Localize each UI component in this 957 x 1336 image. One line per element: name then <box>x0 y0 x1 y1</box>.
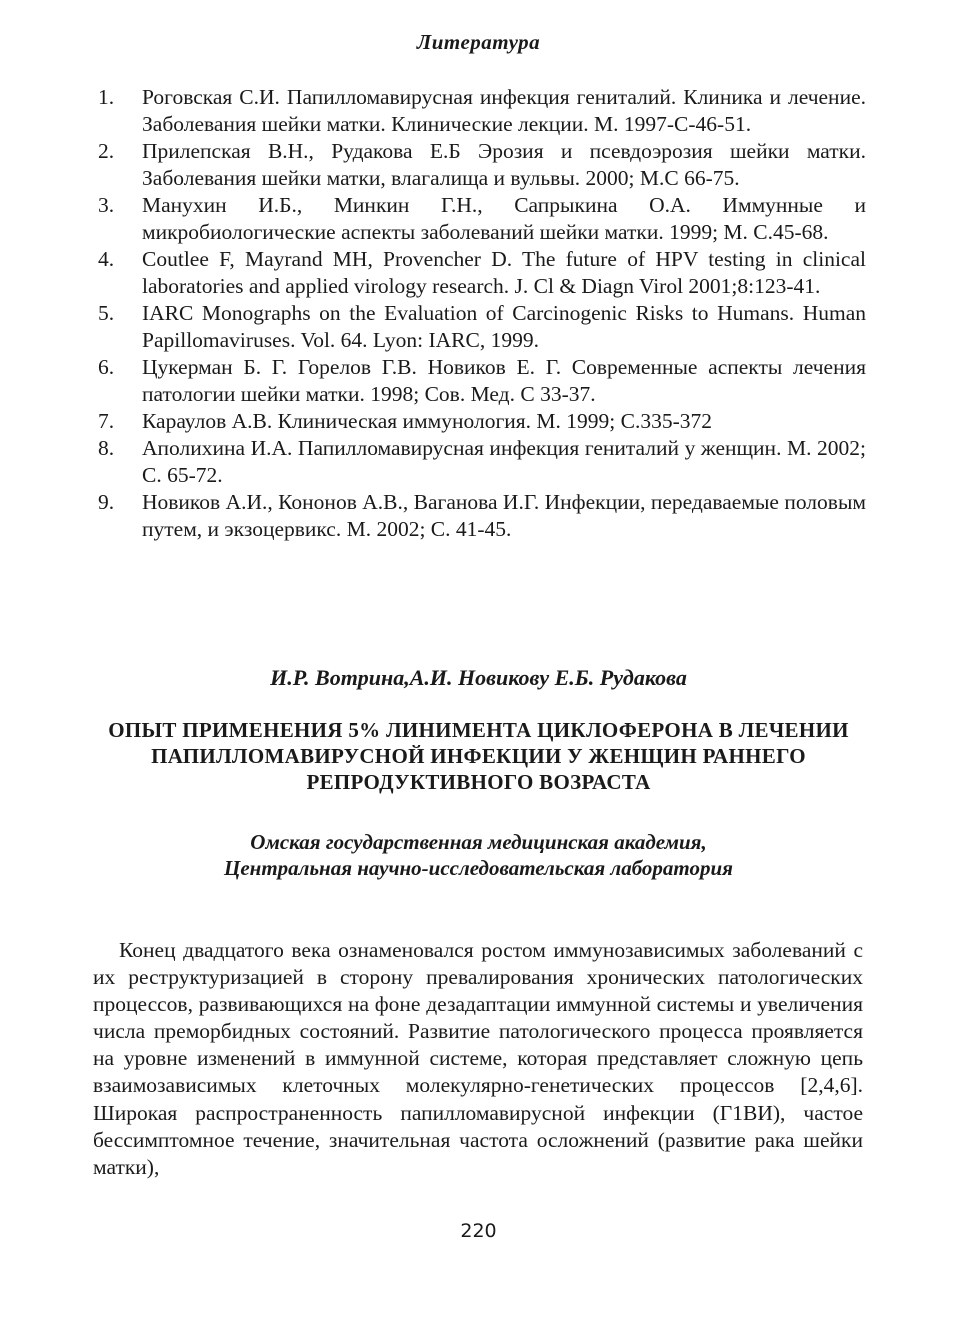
reference-number: 4. <box>98 247 115 271</box>
reference-item <box>96 489 866 543</box>
reference-number: 3. <box>98 193 115 217</box>
reference-text: Новиков А.И., Кононов А.В., Ваганова И.Г. Инфекции, передаваемые половым путем, и экзоцервикс. М. 2002; С. 41-45. <box>142 490 866 541</box>
reference-number: 5. <box>98 301 115 325</box>
reference-list <box>96 84 866 543</box>
reference-text: Прилепская В.Н., Рудакова Е.Б Эрозия и псевдоэрозия шейки матки. Заболевания шейки матки, влагалища и вульвы. 2000; М.С 66-75. <box>142 139 866 190</box>
article-title: ОПЫТ ПРИМЕНЕНИЯ 5% ЛИНИМЕНТА ЦИКЛОФЕРОНА В ЛЕЧЕНИИ ПАПИЛЛОМАВИРУСНОЙ ИНФЕКЦИИ У ЖЕНЩИН РАННЕГО РЕПРОДУКТИВНОГО ВОЗРАСТА <box>108 718 849 794</box>
reference-number: 9. <box>98 490 115 514</box>
reference-number: 7. <box>98 409 115 433</box>
reference-text: Манухин И.Б., Минкин Г.Н., Сапрыкина О.А. Иммунные и микробиологические аспекты заболеваний шейки матки. 1999; М. С.45-68. <box>142 193 866 244</box>
reference-number: 8. <box>98 436 115 460</box>
reference-text: IARC Monographs on the Evaluation of Carcinogenic Risks to Humans. Human Papillomaviruses. Vol. 64. Lyon: IARC, 1999. <box>142 301 866 352</box>
reference-item <box>96 300 866 354</box>
reference-number: 6. <box>98 355 115 379</box>
affiliation-line: Центральная научно-исследовательская лаборатория <box>224 856 733 880</box>
reference-item <box>96 408 866 435</box>
reference-text: Coutlee F, Mayrand MH, Provencher D. The future of HPV testing in clinical laboratories and applied virology research. J. Cl & Diagn Virol 2001;8:123-41. <box>142 247 866 298</box>
reference-text: Цукерман Б. Г. Горелов Г.В. Новиков Е. Г. Современные аспекты лечения патологии шейки матки. 1998; Сов. Мед. С 33-37. <box>142 355 866 406</box>
reference-item <box>96 192 866 246</box>
affiliation-line: Омская государственная медицинская академия, <box>250 830 707 854</box>
page-number: 220 <box>460 1220 497 1242</box>
reference-number: 2. <box>98 139 115 163</box>
reference-item <box>96 84 866 138</box>
article-affiliation <box>90 829 867 881</box>
reference-item <box>96 354 866 408</box>
reference-text: Аполихина И.А. Папилломавирусная инфекция гениталий у женщин. М. 2002; С. 65-72. <box>142 436 866 487</box>
reference-item <box>96 435 866 489</box>
reference-text: Караулов А.В. Клиническая иммунология. М. 1999; С.335-372 <box>142 409 713 433</box>
references-heading: Литература <box>416 30 541 54</box>
article-body-paragraph: Конец двадцатого века ознаменовался ростом иммунозависимых заболеваний с их реструктуризацией в сторону превалирования хронических патологических процессов, развивающихся на фоне дезадаптации иммунной системы и увеличения числа преморбидных состояний. Развитие патологического процесса проявляется на уровне изменений в иммунной системе, которая представляет сложную цепь взаимозависимых клеточных молекулярно-генетических процессов [2,4,6]. Широкая распространенность папилломавирусной инфекции (Г1ВИ), частое бессимптомное течение, значительная частота осложнений (развитие рака шейки матки), <box>93 938 863 1179</box>
reference-item <box>96 246 866 300</box>
reference-text: Роговская С.И. Папилломавирусная инфекция гениталий. Клиника и лечение. Заболевания шейки матки. Клинические лекции. М. 1997-С-46-51. <box>142 85 866 136</box>
article-authors: И.Р. Вотрина,А.И. Новикову Е.Б. Рудакова <box>270 665 687 690</box>
reference-number: 1. <box>98 85 115 109</box>
reference-item <box>96 138 866 192</box>
